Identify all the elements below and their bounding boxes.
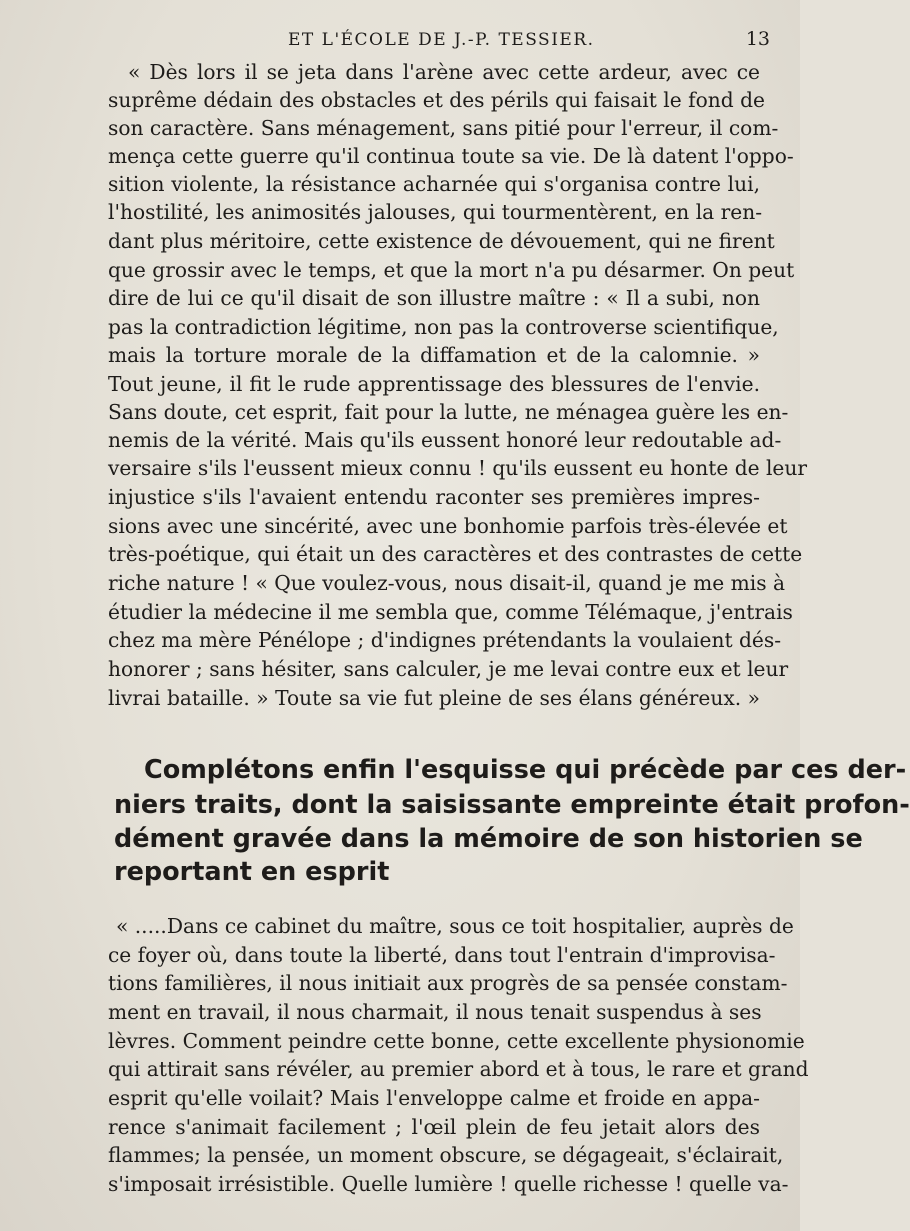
text-line: flammes; la pensée, un moment obscure, se dégageait, s'éclairait,	[108, 1143, 784, 1167]
text-line: « Dès lors il se jeta dans l'arène avec cette ardeur, avec ce	[128, 60, 760, 84]
text-line: tions familières, il nous initiait aux progrès de sa pensée constam-	[108, 971, 788, 995]
page-number: 13	[745, 28, 770, 50]
text-line: niers traits, dont la saisissante empreinte était profon-	[114, 790, 910, 820]
running-title: ET L'ÉCOLE DE J.-P. TESSIER.	[288, 30, 595, 50]
text-line: l'hostilité, les animosités jalouses, qui tourmentèrent, en la ren-	[108, 200, 763, 224]
text-line: étudier la médecine il me sembla que, comme Télémaque, j'entrais	[108, 600, 793, 624]
text-line: mença cette guerre qu'il continua toute sa vie. De là datent l'oppo-	[108, 144, 794, 168]
text-line: très-poétique, qui était un des caractères et des contrastes de cette	[108, 542, 803, 566]
text-line: chez ma mère Pénélope ; d'indignes prétendants la voulaient dés-	[108, 628, 782, 652]
text-line: reportant en esprit	[114, 857, 390, 887]
text-line: ment en travail, il nous charmait, il nous tenait suspendus à ses	[108, 1000, 762, 1024]
text-line: « .....Dans ce cabinet du maître, sous ce toit hospitalier, auprès de	[116, 914, 794, 938]
text-line: dément gravée dans la mémoire de son historien se	[114, 824, 863, 854]
text-line: sition violente, la résistance acharnée qui s'organisa contre lui,	[108, 172, 760, 196]
text-line: s'imposait irrésistible. Quelle lumière ! quelle richesse ! quelle va-	[108, 1172, 789, 1196]
text-line: Sans doute, cet esprit, fait pour la lutte, ne ménagea guère les en-	[108, 400, 789, 424]
text-line: qui attirait sans révéler, au premier abord et à tous, le rare et grand	[108, 1057, 809, 1081]
text-line: rence s'animait facilement ; l'œil plein de feu jetait alors des	[108, 1115, 760, 1139]
text-line: riche nature ! « Que voulez-vous, nous disait-il, quand je me mis à	[108, 571, 786, 595]
text-line: son caractère. Sans ménagement, sans pitié pour l'erreur, il com-	[108, 116, 779, 140]
text-line: Complétons enfin l'esquisse qui précède par ces der-	[144, 755, 907, 785]
text-line: versaire s'ils l'eussent mieux connu ! qu'ils eussent eu honte de leur	[108, 456, 808, 480]
text-line: nemis de la vérité. Mais qu'ils eussent honoré leur redoutable ad-	[108, 428, 782, 452]
text-line: suprême dédain des obstacles et des périls qui faisait le fond de	[108, 88, 765, 112]
text-line: honorer ; sans hésiter, sans calculer, je me levai contre eux et leur	[108, 657, 789, 681]
text-line: dire de lui ce qu'il disait de son illustre maître : « Il a subi, non	[108, 286, 760, 310]
text-line: pas la contradiction légitime, non pas la controverse scientifique,	[108, 315, 779, 339]
text-line: que grossir avec le temps, et que la mort n'a pu désarmer. On peut	[108, 258, 795, 282]
text-line: lèvres. Comment peindre cette bonne, cette excellente physionomie	[108, 1029, 805, 1053]
text-line: mais la torture morale de la diffamation et de la calomnie. »	[108, 343, 760, 367]
text-line: ce foyer où, dans toute la liberté, dans tout l'entrain d'improvisa-	[108, 943, 776, 967]
text-line: dant plus méritoire, cette existence de dévouement, qui ne firent	[108, 229, 775, 253]
text-line: sions avec une sincérité, avec une bonhomie parfois très-élevée et	[108, 514, 788, 538]
text-line: livrai bataille. » Toute sa vie fut pleine de ses élans généreux. »	[108, 686, 760, 710]
text-line: esprit qu'elle voilait? Mais l'enveloppe calme et froide en appa-	[108, 1086, 760, 1110]
text-line: Tout jeune, il fit le rude apprentissage des blessures de l'envie.	[108, 372, 760, 396]
text-line: injustice s'ils l'avaient entendu raconter ses premières impres-	[108, 485, 760, 509]
page-header	[108, 26, 770, 56]
